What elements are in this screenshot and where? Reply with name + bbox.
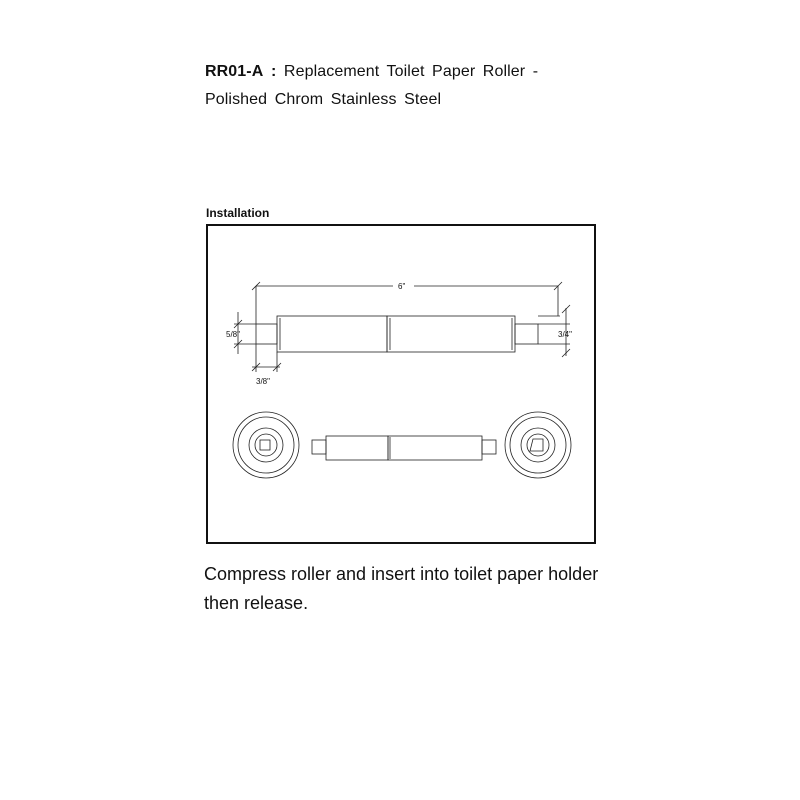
roller-drawing bbox=[208, 226, 598, 546]
roller-body-left bbox=[277, 316, 387, 352]
product-title bbox=[205, 58, 538, 114]
roller-left-pin bbox=[256, 324, 277, 344]
dimension-length bbox=[252, 282, 562, 324]
dimension-length-label: 6" bbox=[398, 282, 406, 291]
roller-assembly-view bbox=[312, 436, 496, 460]
roller-side-view bbox=[256, 316, 538, 352]
roller-right-pin bbox=[515, 324, 538, 344]
right-holder-flange bbox=[505, 412, 571, 478]
dimension-end-length-label: 3/8" bbox=[256, 377, 270, 386]
title-line-1 bbox=[205, 58, 538, 86]
roller-body-right bbox=[387, 316, 515, 352]
title-separator: : bbox=[270, 63, 277, 80]
title-line-2: Polished Chrom Stainless Steel bbox=[205, 91, 442, 108]
instruction-line-1: Compress roller and insert into toilet paper holder bbox=[204, 564, 599, 584]
dimension-end-diameter-label: 5/8" bbox=[226, 330, 240, 339]
installation-label: Installation bbox=[206, 206, 270, 220]
installation-instructions bbox=[204, 560, 634, 618]
instruction-line-2: then release. bbox=[204, 593, 309, 613]
installation-diagram bbox=[206, 224, 596, 544]
product-name: Replacement Toilet Paper Roller - bbox=[283, 63, 539, 80]
dimension-body-diameter-label: 3/4" bbox=[558, 330, 572, 339]
left-holder-flange bbox=[233, 412, 299, 478]
product-code: RR01-A bbox=[205, 63, 264, 80]
